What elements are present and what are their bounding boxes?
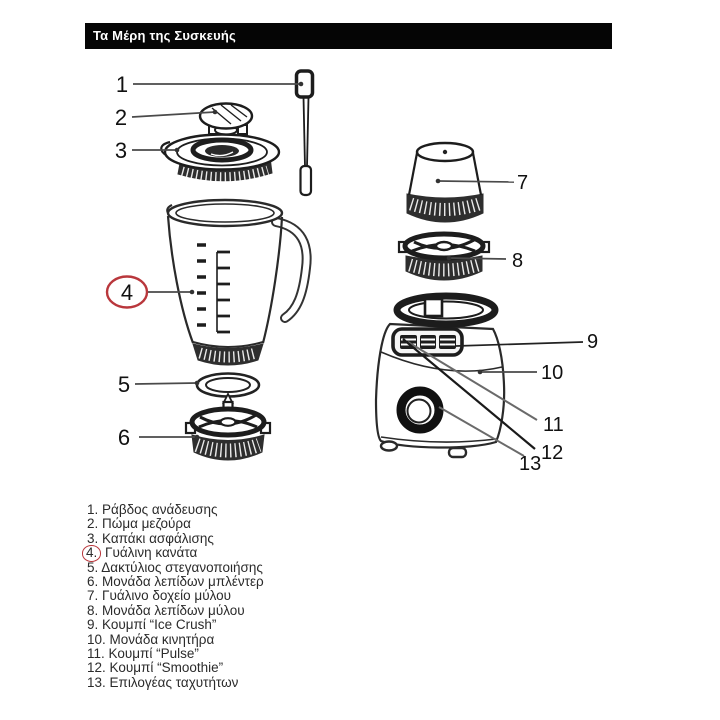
legend-label: Κουμπί “Ice Crush” [102, 617, 217, 633]
legend-num: 9. [87, 617, 99, 633]
measuring-cap [200, 104, 252, 135]
legend-num: 12. [87, 660, 106, 676]
callout-label-8: 8 [512, 250, 524, 272]
callout-label-3: 3 [114, 138, 128, 163]
legend-item-13 [87, 676, 264, 690]
callout-label-13: 13 [519, 453, 542, 475]
callout-label-11: 11 [543, 414, 564, 436]
legend-num: 8. [87, 602, 99, 618]
legend-item-9 [87, 618, 264, 632]
glass-jug [167, 200, 306, 365]
legend-item-10 [87, 633, 264, 647]
callout-label-6: 6 [117, 425, 131, 450]
legend-item-3 [87, 532, 264, 546]
panel-button-2 [420, 335, 436, 349]
legend-num: 7. [87, 588, 99, 604]
legend-item-11 [87, 647, 264, 661]
callout-label-7: 7 [517, 172, 529, 194]
foot-left [381, 442, 397, 451]
callout-labels [107, 72, 598, 475]
legend-item-2 [87, 517, 264, 531]
mill-glass-container [407, 143, 483, 222]
legend-num-circled: 4. [82, 545, 101, 561]
legend-label: Πώμα μεζούρα [102, 516, 191, 532]
foot-right [449, 448, 466, 457]
legend-num: 10. [87, 631, 106, 647]
callout-label-4: 4 [120, 280, 134, 305]
callout-label-9: 9 [587, 331, 599, 353]
callout-label-10: 10 [541, 362, 564, 384]
legend-label: Κουμπί “Pulse” [108, 646, 199, 662]
legend-item-6 [87, 575, 264, 589]
legend-num: 3. [87, 530, 99, 546]
blender-blade-unit [186, 394, 270, 460]
legend-item-5 [87, 561, 264, 575]
legend-label: Κουμπί “Smoothie” [109, 660, 224, 676]
mill-blade-unit [399, 234, 489, 280]
page-title: Τα Μέρη της Συσκευής [93, 28, 236, 43]
legend-label: Γυάλινη κανάτα [105, 545, 198, 561]
legend-label: Δακτύλιος στεγανοποιήσης [101, 559, 263, 575]
callout-label-1: 1 [115, 72, 129, 97]
legend-label: Μονάδα λεπίδων μπλέντερ [102, 574, 264, 590]
stir-rod [297, 71, 313, 195]
parts-legend [87, 503, 264, 690]
legend-num: 1. [87, 502, 99, 517]
legend-item-4 [87, 546, 264, 560]
legend-item-7 [87, 589, 264, 603]
legend-num: 11. [87, 646, 105, 662]
callout-label-5: 5 [117, 372, 131, 397]
callout-label-2: 2 [114, 105, 128, 130]
legend-label: Μονάδα κινητήρα [109, 631, 215, 647]
panel-button-3 [439, 335, 456, 349]
legend-item-12 [87, 661, 264, 675]
legend-num: 13. [87, 674, 106, 690]
jug-measure-marks [197, 245, 230, 332]
jar-collar [397, 296, 495, 324]
legend-label: Μονάδα λεπίδων μύλου [102, 602, 245, 618]
legend-item-1 [87, 503, 264, 517]
legend-label: Καπάκι ασφάλισης [102, 530, 214, 546]
legend-item-8 [87, 604, 264, 618]
legend-num: 6. [87, 574, 99, 590]
locking-lid [161, 135, 279, 181]
button-panel [393, 329, 462, 355]
legend-label: Ράβδος ανάδευσης [102, 502, 218, 517]
callout-label-12: 12 [541, 442, 564, 464]
legend-num: 2. [87, 516, 99, 532]
legend-num: 5. [87, 559, 99, 575]
legend-label: Επιλογέας ταχυτήτων [109, 674, 239, 690]
legend-label: Γυάλινο δοχείο μύλου [102, 588, 232, 604]
